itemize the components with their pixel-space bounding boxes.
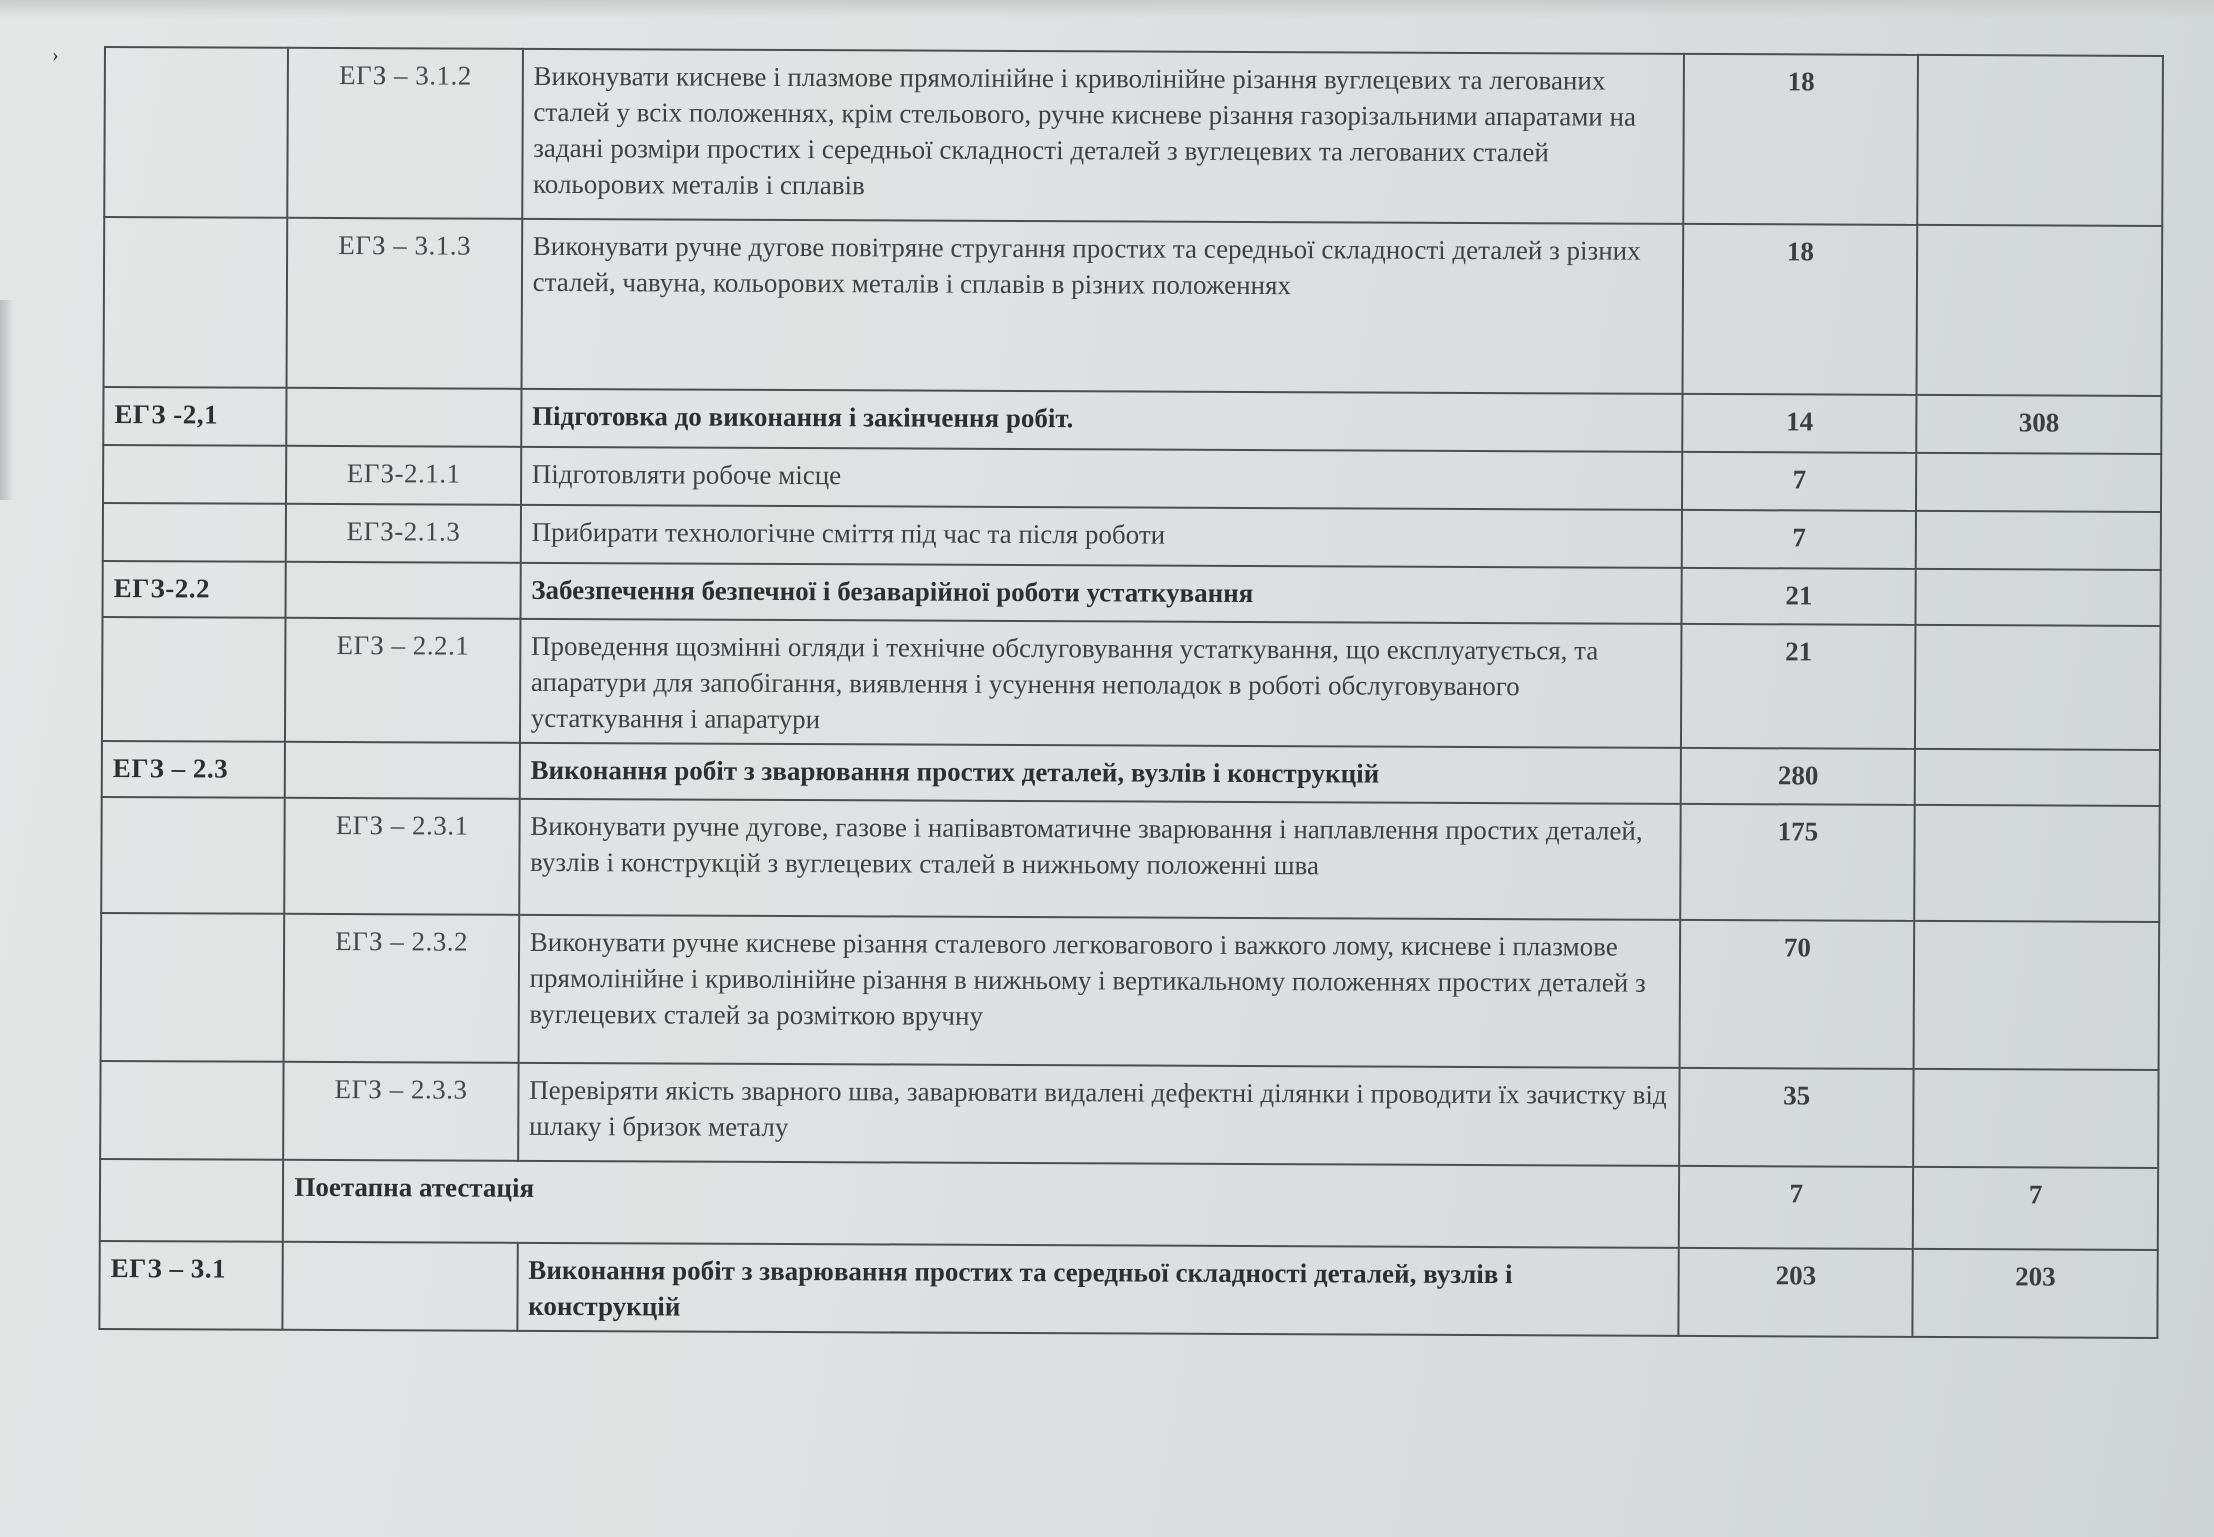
hours-cell: 7 bbox=[1682, 510, 1917, 569]
table-row bbox=[104, 47, 2163, 226]
code-cell bbox=[104, 47, 288, 218]
table-row bbox=[101, 913, 2160, 1070]
description-cell: Підготовка до виконання і закінчення робіт. bbox=[521, 389, 1683, 452]
description-cell: Виконання робіт з зварювання простих та середньої складності деталей, вузлів і конструкцій bbox=[517, 1243, 1679, 1336]
description-cell: Виконувати кисневе і плазмове прямолінійне і криволінійне різання вуглецевих та легованих сталей у всіх положеннях, крім стельового, ручне кисневе різання газорізальними апаратами на задані розміри простих і середньої складності деталей з вуглецевих та легованих сталей кольорових металів і сплавів bbox=[522, 49, 1684, 224]
subcode-cell: ЕГЗ – 3.1.3 bbox=[287, 218, 522, 389]
code-cell: ЕГЗ -2,1 bbox=[103, 387, 287, 446]
hours-cell: 7 bbox=[1679, 1166, 1914, 1249]
subcode-cell bbox=[283, 1242, 518, 1331]
code-cell bbox=[101, 913, 285, 1062]
total-cell bbox=[1914, 1069, 2159, 1168]
hours-cell: 7 bbox=[1682, 452, 1917, 511]
code-cell bbox=[101, 797, 285, 914]
syllabus-table bbox=[98, 46, 2164, 1339]
page-top-edge bbox=[0, 0, 2214, 18]
total-cell bbox=[1916, 569, 2161, 626]
description-cell: Перевіряти якість зварного шва, заварювати видалені дефектні ділянки і проводити їх зачистку від шлаку і бризок металу bbox=[518, 1063, 1680, 1166]
hours-cell: 70 bbox=[1680, 920, 1915, 1069]
attestation-cell: Поетапна атестація bbox=[283, 1160, 1679, 1248]
code-cell: ЕГЗ – 3.1 bbox=[99, 1241, 283, 1330]
subcode-cell: ЕГЗ – 2.3.2 bbox=[284, 914, 519, 1063]
total-cell: 203 bbox=[1913, 1249, 2158, 1338]
table-row bbox=[100, 1061, 2158, 1168]
subcode-cell: ЕГЗ-2.1.1 bbox=[286, 446, 521, 505]
total-cell bbox=[1916, 453, 2161, 512]
total-cell bbox=[1915, 749, 2160, 806]
description-cell: Проведення щозмінні огляди і технічне обслуговування устаткування, що експлуатується, та апаратури для запобігання, виявлення і усунення неполадок в роботі обслуговуваного устаткування і апаратури bbox=[520, 619, 1682, 748]
code-cell bbox=[102, 617, 286, 742]
total-cell: 308 bbox=[1917, 395, 2162, 454]
total-cell bbox=[1916, 511, 2161, 570]
total-cell bbox=[1914, 921, 2159, 1070]
subcode-cell bbox=[286, 562, 521, 619]
table-row bbox=[102, 741, 2160, 806]
subcode-cell: ЕГЗ – 2.2.1 bbox=[285, 618, 520, 743]
hours-cell: 21 bbox=[1681, 624, 1916, 749]
hours-cell: 14 bbox=[1682, 394, 1917, 453]
subcode-cell: ЕГЗ – 2.3.3 bbox=[284, 1062, 519, 1161]
total-cell bbox=[1917, 225, 2162, 396]
hours-cell: 35 bbox=[1679, 1068, 1914, 1167]
hours-cell: 18 bbox=[1683, 54, 1918, 225]
code-cell bbox=[104, 217, 288, 388]
total-cell bbox=[1915, 625, 2160, 750]
description-cell: Виконувати ручне дугове, газове і напівавтоматичне зварювання і наплавлення простих деталей, вузлів і конструкцій з вуглецевих сталей в нижньому положенні шва bbox=[519, 799, 1681, 920]
hours-cell: 280 bbox=[1681, 748, 1916, 805]
table-row bbox=[101, 797, 2159, 922]
subcode-cell bbox=[285, 742, 520, 799]
hours-cell: 18 bbox=[1683, 224, 1918, 395]
description-cell: Виконання робіт з зварювання простих деталей, вузлів і конструкцій bbox=[519, 743, 1681, 804]
description-cell: Забезпечення безпечної і безаварійної роботи устаткування bbox=[520, 563, 1682, 624]
subcode-cell bbox=[287, 388, 522, 447]
table-row bbox=[99, 1241, 2157, 1338]
table-row bbox=[100, 1159, 2158, 1250]
table-row bbox=[103, 503, 2161, 570]
subcode-cell: ЕГЗ-2.1.3 bbox=[286, 504, 521, 563]
code-cell bbox=[100, 1061, 284, 1160]
description-cell: Прибирати технологічне сміття під час та після роботи bbox=[520, 505, 1682, 568]
table-row bbox=[103, 387, 2161, 454]
description-cell: Підготовляти робоче місце bbox=[521, 447, 1683, 510]
subcode-cell: ЕГЗ – 3.1.2 bbox=[288, 48, 523, 219]
code-cell: ЕГЗ-2.2 bbox=[103, 561, 287, 618]
hours-cell: 21 bbox=[1682, 568, 1917, 625]
hours-cell: 175 bbox=[1680, 804, 1915, 921]
total-cell bbox=[1918, 55, 2163, 226]
code-cell: ЕГЗ – 2.3 bbox=[102, 741, 286, 798]
total-cell: 7 bbox=[1913, 1167, 2158, 1250]
code-cell bbox=[103, 503, 287, 562]
total-cell bbox=[1915, 805, 2160, 922]
code-cell bbox=[103, 445, 287, 504]
description-cell: Виконувати ручне кисневе різання сталевого легковагового і важкого лому, кисневе і плазмове прямолінійне і криволінійне різання в нижньому і вертикальному положеннях простих деталей з вуглецевих сталей за розміткою вручну bbox=[518, 915, 1680, 1068]
table-row bbox=[103, 561, 2161, 626]
table-row bbox=[103, 445, 2161, 512]
table-row bbox=[104, 217, 2163, 396]
code-cell bbox=[100, 1159, 284, 1242]
page-shadow bbox=[0, 300, 14, 500]
margin-mark: › bbox=[52, 44, 59, 66]
description-cell: Виконувати ручне дугове повітряне стругання простих та середньої складності деталей з різних сталей, чавуна, кольорових металів і сплавів в різних положеннях bbox=[521, 219, 1683, 394]
subcode-cell: ЕГЗ – 2.3.1 bbox=[285, 798, 520, 915]
hours-cell: 203 bbox=[1679, 1248, 1914, 1337]
table-row bbox=[102, 617, 2161, 750]
